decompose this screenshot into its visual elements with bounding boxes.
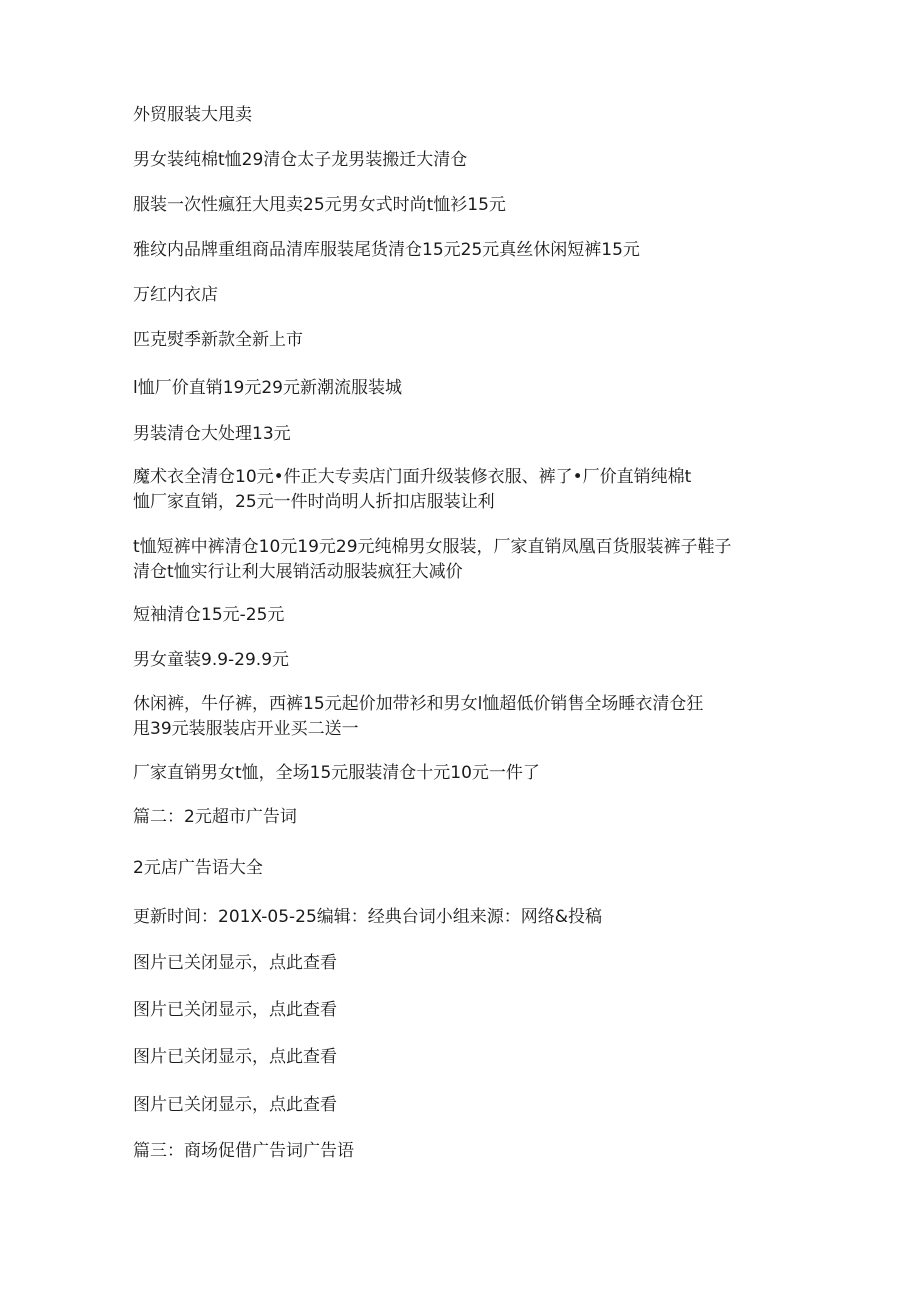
section-heading: 篇二：2元超市广告词 bbox=[133, 807, 297, 827]
paragraph: 男女装纯棉t恤29清仓太子龙男装搬迁大清仓 bbox=[133, 150, 468, 170]
paragraph: t恤短裤中裤清仓10元19元29元纯棉男女服装，厂家直销凤凰百货服装裤子鞋子 清仓t恤实行让利大展销活动服装疯狂大减价 bbox=[133, 537, 732, 582]
paragraph: l恤厂价直销19元29元新潮流服装城 bbox=[133, 378, 402, 398]
paragraph: 厂家直销男女t恤，全场15元服装清仓十元10元一件了 bbox=[133, 763, 540, 783]
paragraph: 雅纹内品牌重组商品清库服装尾货清仓15元25元真丝休闲短裤15元 bbox=[133, 240, 640, 260]
paragraph: 万红内衣店 bbox=[133, 285, 218, 305]
paragraph-title: 外贸服装大甩卖 bbox=[133, 105, 252, 125]
image-placeholder-link[interactable]: 图片已关闭显示，点此查看 bbox=[133, 1047, 337, 1067]
paragraph: 男女童装9.9-29.9元 bbox=[133, 650, 290, 670]
paragraph: 匹克熨季新款全新上市 bbox=[133, 330, 303, 350]
paragraph: 2元店广告语大全 bbox=[133, 858, 263, 878]
paragraph: 休闲裤，牛仔裤，西裤15元起价加带衫和男女l恤超低价销售全场睡衣清仓狂 甩39元装服装店开业买二送一 bbox=[133, 694, 704, 739]
image-placeholder-link[interactable]: 图片已关闭显示，点此查看 bbox=[133, 1095, 337, 1115]
image-placeholder-link[interactable]: 图片已关闭显示，点此查看 bbox=[133, 1000, 337, 1020]
paragraph: 男装清仓大处理13元 bbox=[133, 424, 291, 444]
paragraph: 魔术衣全清仓10元•件正大专卖店门面升级装修衣服、裤了•厂价直销纯棉t 恤厂家直销，25元一件时尚明人折扣店服装让利 bbox=[133, 467, 692, 512]
paragraph: 服装一次性瘋狂大甩卖25元男女式时尚t恤衫15元 bbox=[133, 195, 506, 215]
section-heading: 篇三：商场促借广告词广告语 bbox=[133, 1141, 354, 1161]
paragraph: 短袖清仓15元-25元 bbox=[133, 605, 285, 625]
image-placeholder-link[interactable]: 图片已关闭显示，点此查看 bbox=[133, 953, 337, 973]
paragraph-meta: 更新时间：201X-05-25编辑：经典台词小组来源：网络&投稿 bbox=[133, 907, 603, 927]
